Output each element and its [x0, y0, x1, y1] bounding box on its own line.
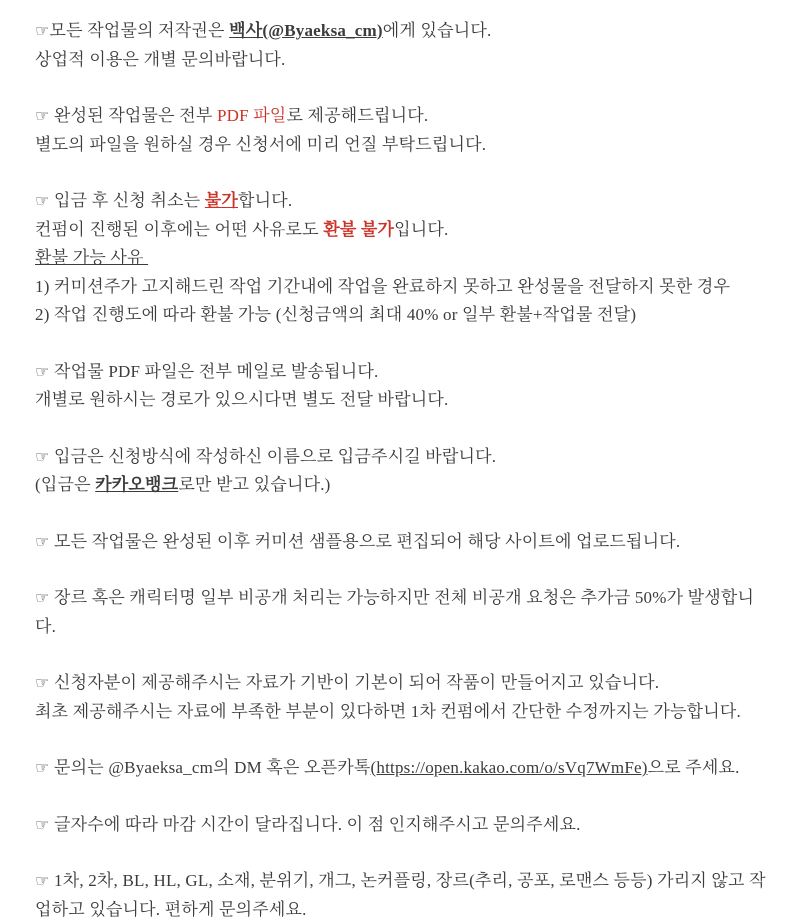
text-line: [35, 273, 775, 302]
text-segment: 별도의 파일을 원하실 경우 신청서에 미리 언질 부탁드립니다.: [35, 134, 487, 154]
text-segment: 모든 작업물은 완성된 이후 커미션 샘플용으로 편집되어 해당 사이트에 업로드됩니다.: [49, 531, 681, 551]
text-line: [35, 811, 775, 840]
text-segment: 문의는 @Byaeksa_cm의 DM 혹은 오픈카톡: [49, 758, 371, 777]
text-line: [35, 443, 775, 472]
text-line: [35, 386, 775, 415]
refund-conditions-heading: 환불 가능 사유: [35, 248, 149, 267]
text-segment: 신청자분이 제공해주시는 자료가 기반이 기본이 되어 작품이 만들어지고 있습니다.: [49, 673, 660, 692]
pointing-hand-icon: ☞: [35, 21, 50, 40]
pointing-hand-icon: ☞: [35, 814, 50, 834]
text-line: [35, 669, 775, 698]
text-line: [35, 358, 775, 387]
text-line: [35, 131, 775, 160]
author-handle: 백사(@Byaeksa_cm): [229, 21, 383, 40]
paragraph: [35, 358, 775, 415]
paragraph: [35, 811, 775, 840]
text-segment: 작업물 PDF 파일은 전부 메일로 발송됩니다.: [49, 361, 379, 381]
text-segment: 에게 있습니다.: [382, 21, 492, 40]
pointing-hand-icon: ☞: [35, 588, 50, 607]
paragraph: [35, 443, 775, 500]
paragraph: [35, 754, 775, 783]
text-segment: 으로 주세요.: [647, 758, 740, 777]
paragraph: [35, 17, 775, 74]
text-segment: 입금은 신청방식에 작성하신 이름으로 입금주시길 바랍니다.: [49, 446, 497, 466]
text-segment: 글자수에 따라 마감 시간이 달라집니다. 이 점 인지해주시고 문의주세요.: [49, 814, 581, 834]
text-segment: 로 제공해드립니다.: [286, 106, 429, 125]
pointing-hand-icon: ☞: [35, 531, 50, 551]
text-line: [35, 102, 775, 131]
text-segment: 1차, 2차, BL, HL, GL, 소재, 분위기, 개그, 논커플링, 장르(추리, 공포, 로맨스 등등) 가리지 않고 작업하고 있습니다. 편하게 문의주세요.: [35, 871, 766, 919]
pointing-hand-icon: ☞: [35, 758, 50, 777]
text-segment: 합니다.: [238, 191, 293, 210]
paragraph: [35, 528, 775, 557]
text-segment: 최초 제공해주시는 자료에 부족한 부분이 있다하면 1차 컨펌에서 간단한 수정까지는 가능합니다.: [35, 701, 741, 721]
pointing-hand-icon: ☞: [35, 871, 50, 890]
pointing-hand-icon: ☞: [35, 361, 50, 381]
pointing-hand-icon: ☞: [35, 191, 50, 210]
text-line: [35, 187, 775, 216]
paragraph: [35, 187, 775, 330]
paragraph: [35, 669, 775, 726]
text-segment: (입금은: [35, 475, 96, 494]
text-line: [35, 584, 775, 641]
text-line: [35, 867, 775, 924]
text-line: [35, 244, 775, 273]
text-line: [35, 528, 775, 557]
text-line: [35, 17, 775, 46]
text-line: [35, 46, 775, 75]
text-segment: 모든 작업물의 저작권은: [49, 21, 230, 40]
text-segment: 입금 후 신청 취소는: [49, 191, 205, 210]
text-line: [35, 754, 775, 783]
text-line: [35, 471, 775, 500]
pointing-hand-icon: ☞: [35, 446, 50, 466]
text-segment: 완성된 작업물은 전부: [49, 106, 217, 125]
pointing-hand-icon: ☞: [35, 106, 50, 125]
text-segment: 1) 커미션주가 고지해드린 작업 기간내에 작업을 완료하지 못하고 완성물을 전달하지 못한 경우: [35, 276, 731, 296]
text-segment: 2) 작업 진행도에 따라 환불 가능 (신청금액의 최대 40% or 일부 환불+작업물 전달): [35, 305, 637, 324]
text-segment: 컨펌이 진행된 이후에는 어떤 사유로도: [35, 219, 324, 239]
text-segment: 상업적 이용은 개별 문의바랍니다.: [35, 49, 286, 69]
paragraph: [35, 584, 775, 641]
text-line: [35, 216, 775, 245]
kakaobank-highlight: 카카오뱅크: [95, 475, 179, 494]
text-line: [35, 698, 775, 727]
text-segment: 입니다.: [394, 219, 449, 239]
openkakao-link[interactable]: (https://open.kakao.com/o/sVq7WmFe): [370, 758, 648, 777]
text-line: [35, 301, 775, 330]
no-refund-highlight: 환불 불가: [323, 219, 395, 239]
pdf-file-highlight: PDF 파일: [216, 106, 287, 125]
paragraph: [35, 102, 775, 159]
paragraph: [35, 867, 775, 924]
text-segment: 장르 혹은 캐릭터명 일부 비공개 처리는 가능하지만 전체 비공개 요청은 추가금 50%가 발생합니다.: [35, 588, 755, 636]
text-segment: 개별로 원하시는 경로가 있으시다면 별도 전달 바랍니다.: [35, 390, 449, 409]
no-cancel-highlight: 불가: [204, 191, 239, 210]
text-segment: 로만 받고 있습니다.): [178, 475, 331, 494]
pointing-hand-icon: ☞: [35, 673, 50, 692]
